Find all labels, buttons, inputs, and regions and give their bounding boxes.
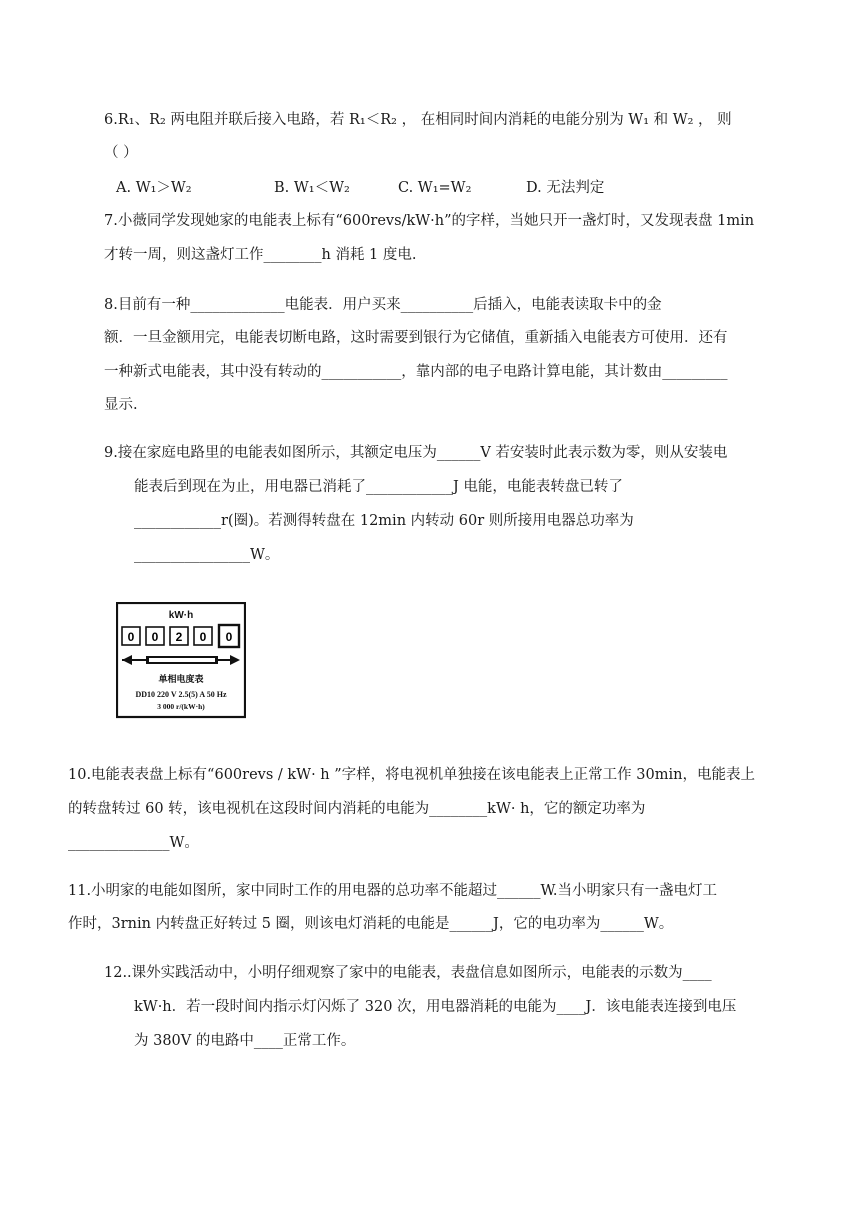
q7-line-1: 7.小薇同学发现她家的电能表上标有“600revs/kW·h”的字样，当她只开一盏灯时，又发现表盘 1min (104, 213, 755, 229)
q12-line-2: kW·h．若一段时间内指示灯闪烁了 320 次，用电器消耗的电能为____J．该电能表连接到电压 (134, 999, 737, 1015)
meter-unit-label: kW·h (168, 610, 194, 621)
q11-line-1: 11.小明家的电能如图所，家中同时工作的用电器的总功率不能超过______W.当小明家只有一盏电灯工 (68, 883, 718, 899)
q10-line-1: 10.电能表表盘上标有“600revs / kW· h ”字样，将电视机单独接在该电能表上正常工作 30min，电能表上 (68, 767, 755, 783)
q7-line-2: 才转一周，则这盏灯工作________h 消耗 1 度电. (104, 247, 417, 263)
q6-line-2: （ ） (104, 145, 138, 161)
q9-line-1: 9.接在家庭电路里的电能表如图所示，其额定电压为______V 若安装时此表示数为零，则从安装电 (104, 445, 728, 461)
q11-line-2: 作时，3rnin 内转盘正好转过 5 圈，则该电灯消耗的电能是______J，它的电功率为______W。 (68, 916, 674, 932)
meter-name-label: 单相电度表 (158, 675, 204, 685)
q9-line-2: 能表后到现在为止，用电器已消耗了____________J 电能，电能表转盘已转了 (134, 479, 623, 495)
q8-line-4: 显示. (104, 397, 138, 413)
meter-digit-2: 0 (151, 630, 159, 644)
meter-spec-line-2: 3 000 r/(kW·h) (157, 702, 205, 711)
meter-digit-1: 0 (127, 630, 135, 644)
q8-line-2: 额．一旦金额用完，电能表切断电路，这时需要到银行为它储值，重新插入电能表方可使用．还有 (104, 330, 728, 346)
q9-line-4: ________________W。 (134, 547, 280, 563)
q6-line-1: 6.R₁、R₂ 两电阻并联后接入电路，若 R₁＜R₂ ， 在相同时间内消耗的电能分别为 W₁ 和 W₂ ， 则 (104, 112, 732, 128)
q10-line-3: ______________W。 (68, 835, 199, 851)
q6-option-d: D. 无法判定 (526, 180, 605, 196)
q9-line-3: ____________r(圈)。若测得转盘在 12min 内转动 60r 则所接用电器总功率为 (134, 513, 634, 529)
q10-line-2: 的转盘转过 60 转，该电视机在这段时间内消耗的电能为________kW· h，它的额定功率为 (68, 801, 646, 817)
q8-line-3: 一种新式电能表，其中没有转动的___________，靠内部的电子电路计算电能，其计数由_________ (104, 364, 728, 380)
q12-line-3: 为 380V 的电路中____正常工作。 (134, 1033, 356, 1049)
meter-digit-5: 0 (225, 630, 233, 644)
meter-digit-3: 2 (175, 630, 183, 644)
q6-option-a: A. W₁＞W₂ (116, 180, 192, 196)
meter-digit-4: 0 (199, 630, 207, 644)
meter-spec-line-1: DD10 220 V 2.5(5) A 50 Hz (135, 690, 227, 699)
q8-line-1: 8.目前有一种_____________电能表．用户买来__________后插入，电能表读取卡中的金 (104, 297, 662, 313)
q6-option-c: C. W₁=W₂ (398, 180, 472, 196)
q6-option-b: B. W₁＜W₂ (274, 180, 350, 196)
q12-line-1: 12..课外实践活动中，小明仔细观察了家中的电能表，表盘信息如图所示，电能表的示数为____ (104, 965, 712, 981)
meter-digit-row (122, 625, 239, 647)
energy-meter-figure (116, 602, 246, 720)
